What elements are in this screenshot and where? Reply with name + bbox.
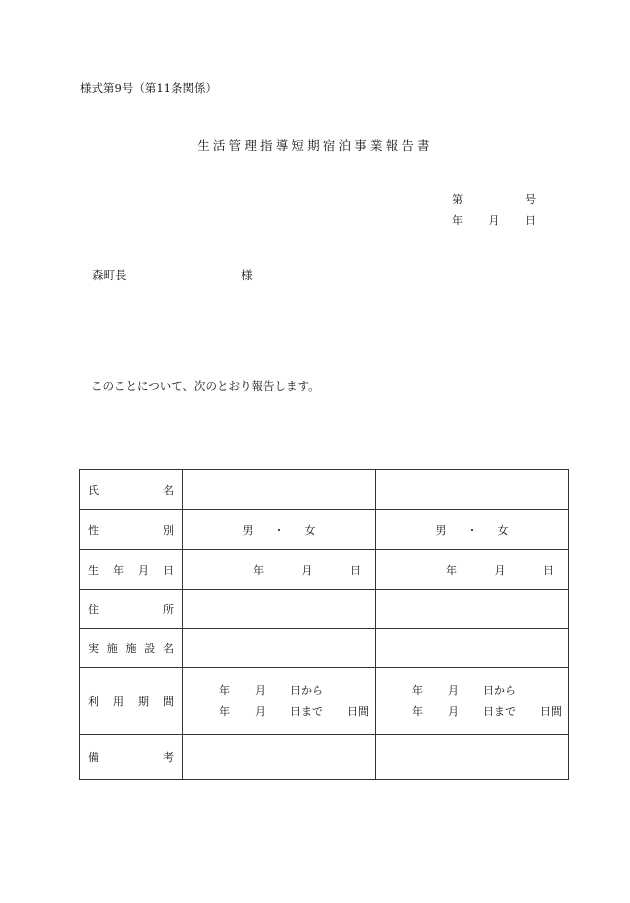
sex-cell-1[interactable] — [183, 510, 376, 550]
form-number: 様式第9号（第11条関係） — [80, 81, 217, 95]
dob-cell-1[interactable] — [183, 550, 376, 590]
remarks-cell-1[interactable] — [183, 735, 376, 780]
address-cell-1[interactable] — [183, 590, 376, 629]
label-period — [80, 668, 183, 735]
period-from-line — [412, 680, 568, 701]
row-dob — [80, 550, 569, 590]
address-cell-2[interactable] — [376, 590, 569, 629]
period-to: 日まで — [483, 705, 516, 718]
label-char: 備 — [88, 751, 99, 764]
period-from: 日から — [483, 684, 516, 697]
intro-text: このことについて、次のとおり報告します。 — [91, 379, 320, 393]
dob-month: 月 — [494, 563, 506, 577]
period-to-line — [219, 701, 375, 722]
row-facility — [80, 629, 569, 668]
sex-male[interactable]: 男 — [435, 523, 447, 537]
doc-date-year: 年 — [452, 214, 463, 227]
label-char: 生 — [88, 563, 99, 577]
label-char: 用 — [113, 695, 124, 708]
document-number-block — [452, 191, 536, 233]
label-char: 名 — [163, 642, 174, 655]
label-dob — [80, 550, 183, 590]
period-from-line — [219, 680, 375, 701]
period-month: 月 — [448, 705, 459, 718]
label-char: 住 — [88, 603, 99, 616]
sex-female[interactable]: 女 — [304, 523, 316, 537]
label-name — [80, 470, 183, 510]
period-year: 年 — [412, 684, 423, 697]
facility-cell-1[interactable] — [183, 629, 376, 668]
label-char: 間 — [163, 695, 174, 708]
row-sex — [80, 510, 569, 550]
dob-month: 月 — [301, 563, 313, 577]
sex-separator: ・ — [273, 523, 285, 537]
period-cell-2[interactable] — [376, 668, 569, 735]
period-month: 月 — [448, 684, 459, 697]
period-cell-1[interactable] — [183, 668, 376, 735]
period-year: 年 — [219, 684, 230, 697]
sex-male[interactable]: 男 — [242, 523, 254, 537]
name-cell-2[interactable] — [376, 470, 569, 510]
period-month: 月 — [255, 684, 266, 697]
label-sex — [80, 510, 183, 550]
document-title: 生活管理指導短期宿泊事業報告書 — [197, 138, 433, 153]
label-char: 名 — [163, 483, 174, 497]
row-address — [80, 590, 569, 629]
label-char: 利 — [88, 695, 99, 708]
row-remarks — [80, 735, 569, 780]
period-month: 月 — [255, 705, 266, 718]
label-facility — [80, 629, 183, 668]
doc-date-day: 日 — [525, 214, 536, 227]
doc-number-prefix: 第 — [452, 193, 463, 206]
addressee — [92, 267, 253, 283]
label-char: 施 — [106, 642, 118, 655]
label-char: 年 — [113, 563, 124, 577]
addressee-honorific: 様 — [241, 268, 253, 282]
name-cell-1[interactable] — [183, 470, 376, 510]
row-name — [80, 470, 569, 510]
period-to: 日まで — [290, 705, 323, 718]
period-days: 日間 — [540, 705, 562, 718]
period-year: 年 — [219, 705, 230, 718]
sex-cell-2[interactable] — [376, 510, 569, 550]
dob-year: 年 — [253, 563, 264, 577]
label-char: 月 — [138, 563, 149, 577]
dob-day: 日 — [543, 563, 554, 577]
period-to-line — [412, 701, 568, 722]
label-char: 実 — [88, 642, 99, 655]
label-char: 設 — [144, 642, 156, 655]
period-days: 日間 — [347, 705, 369, 718]
label-char: 所 — [163, 603, 174, 616]
label-char: 性 — [88, 523, 99, 537]
doc-number-suffix: 号 — [525, 193, 536, 206]
dob-day: 日 — [350, 563, 361, 577]
label-char: 日 — [163, 563, 174, 577]
remarks-cell-2[interactable] — [376, 735, 569, 780]
label-char: 期 — [138, 695, 149, 708]
doc-date-month: 月 — [488, 214, 500, 227]
label-remarks — [80, 735, 183, 780]
period-from: 日から — [290, 684, 323, 697]
label-char: 施 — [125, 642, 137, 655]
dob-cell-2[interactable] — [376, 550, 569, 590]
addressee-name: 森町長 — [92, 268, 127, 282]
row-period — [80, 668, 569, 735]
sex-separator: ・ — [466, 523, 478, 537]
sex-female[interactable]: 女 — [497, 523, 509, 537]
label-char: 別 — [163, 523, 174, 537]
dob-year: 年 — [446, 563, 457, 577]
report-table — [79, 469, 569, 780]
period-year: 年 — [412, 705, 423, 718]
facility-cell-2[interactable] — [376, 629, 569, 668]
label-char: 考 — [163, 751, 174, 764]
label-char: 氏 — [88, 483, 99, 497]
label-address — [80, 590, 183, 629]
